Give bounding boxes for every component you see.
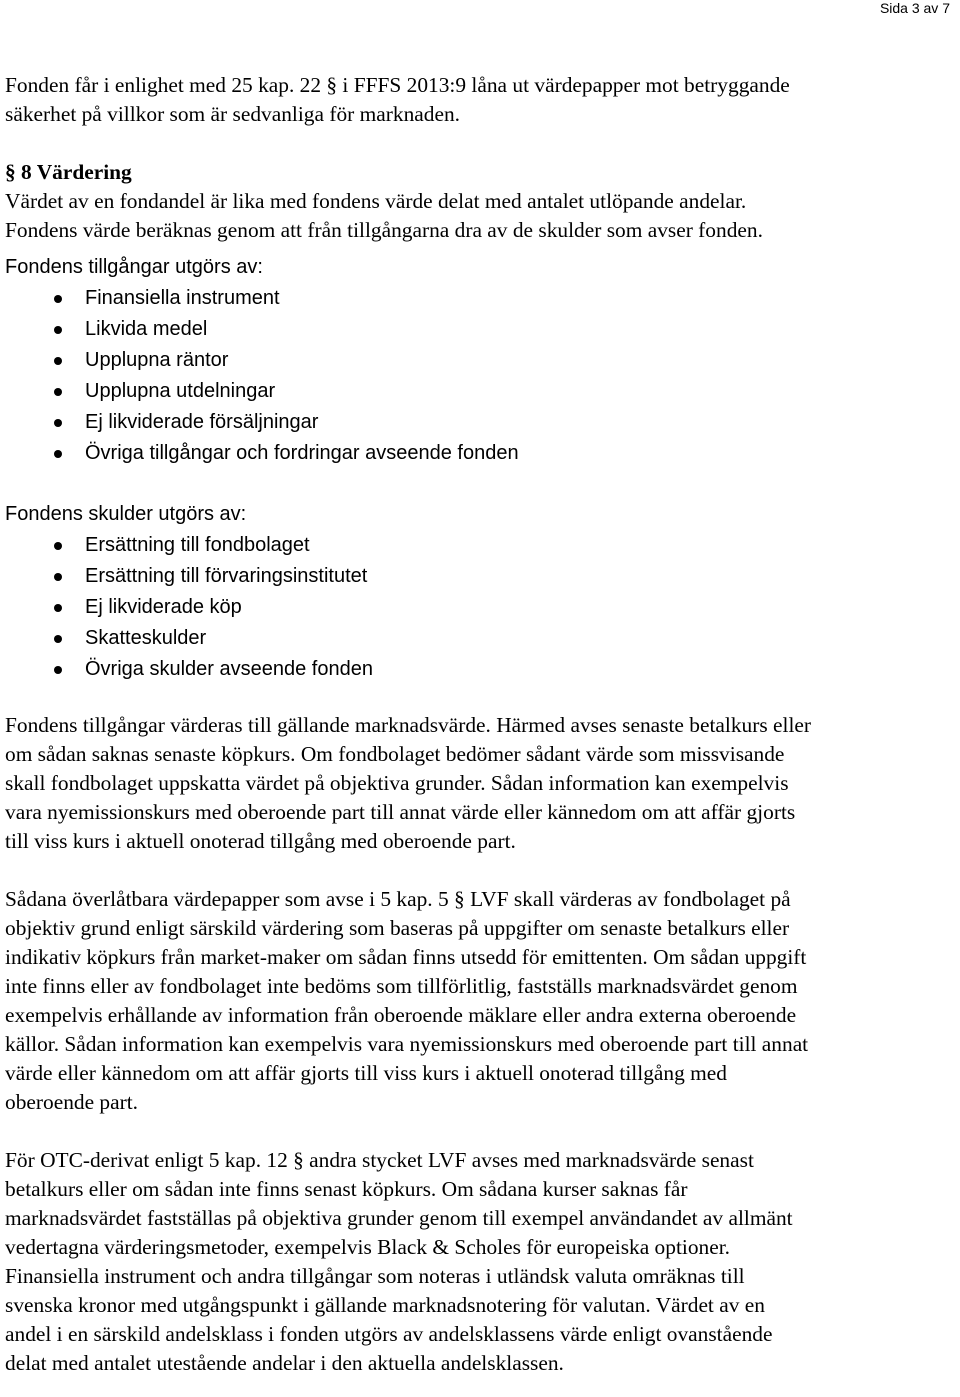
transferable-securities-paragraph: [5, 885, 950, 1117]
text-line: andel i en särskild andelsklass i fonden utgörs av andelsklassens värde enligt ovanstående: [5, 1322, 773, 1346]
liabilities-block: [5, 499, 950, 685]
text-line: exempelvis erhållande av information från oberoende mäklare eller andra externa oberoende: [5, 1003, 797, 1027]
text-line: Fonden får i enlighet med 25 kap. 22 § i FFFS 2013:9 låna ut värdepapper mot betryggande: [5, 73, 790, 97]
text-line: säkerhet på villkor som är sedvanliga för marknaden.: [5, 102, 460, 126]
text-line: Fondens värde beräknas genom att från tillgångarna dra av de skulder som avser fonden.: [5, 218, 763, 242]
text-line: skall fondbolaget uppskatta värdet på objektiva grunder. Sådan information kan exempelvis: [5, 771, 789, 795]
list-item: Upplupna räntor: [5, 345, 950, 376]
list-item: Ersättning till fondbolaget: [5, 530, 950, 561]
text-line: Finansiella instrument och andra tillgångar som noteras i utländsk valuta omräknas till: [5, 1264, 745, 1288]
list-item: Ej likviderade köp: [5, 592, 950, 623]
list-item: Övriga skulder avseende fonden: [5, 654, 950, 685]
text-line: Sådana överlåtbara värdepapper som avse i 5 kap. 5 § LVF skall värderas av fondbolaget på: [5, 887, 791, 911]
list-item: Övriga tillgångar och fordringar avseende fonden: [5, 438, 950, 469]
text-line: inte finns eller av fondbolaget inte bedöms som tillförlitlig, fastställs marknadsvärdet genom: [5, 974, 798, 998]
market-value-paragraph: [5, 711, 950, 856]
valuation-section: [5, 158, 950, 245]
assets-block: [5, 252, 950, 469]
otc-derivatives-paragraph: [5, 1146, 950, 1378]
text-line: betalkurs eller om sådan inte finns senast köpkurs. Om sådana kurser saknas får: [5, 1177, 688, 1201]
text-line: om sådan saknas senaste köpkurs. Om fondbolaget bedömer sådant värde som missvisande: [5, 742, 785, 766]
text-line: delat med antalet utestående andelar i den aktuella andelsklassen.: [5, 1351, 564, 1375]
text-line: oberoende part.: [5, 1090, 139, 1114]
list-item: Ersättning till förvaringsinstitutet: [5, 561, 950, 592]
text-line: För OTC-derivat enligt 5 kap. 12 § andra stycket LVF avses med marknadsvärde senast: [5, 1148, 754, 1172]
list-item: Upplupna utdelningar: [5, 376, 950, 407]
list-item: Likvida medel: [5, 314, 950, 345]
list-item: Ej likviderade försäljningar: [5, 407, 950, 438]
assets-list: [5, 283, 950, 469]
lending-paragraph: [5, 71, 950, 129]
text-line: värde eller kännedom om att affär gjorts till viss kurs i aktuell onoterad tillgång med: [5, 1061, 727, 1085]
text-line: marknadsvärdet fastställas på objektiva grunder genom till exempel användandet av allmänt: [5, 1206, 793, 1230]
text-line: svenska kronor med utgångspunkt i gällande marknadsnotering för valutan. Värdet av en: [5, 1293, 765, 1317]
text-line: till viss kurs i aktuell onoterad tillgång med oberoende part.: [5, 829, 516, 853]
page-number: Sida 3 av 7: [879, 0, 950, 16]
text-line: källor. Sådan information kan exempelvis vara nyemissionskurs med oberoende part till annat: [5, 1032, 809, 1056]
section-heading: § 8 Värdering: [5, 160, 132, 184]
text-line: objektiv grund enligt särskild värdering som baseras på uppgifter om senaste betalkurs eller: [5, 916, 790, 940]
text-line: Fondens tillgångar värderas till gällande marknadsvärde. Härmed avses senaste betalkurs eller: [5, 713, 812, 737]
assets-intro: Fondens tillgångar utgörs av:: [5, 256, 263, 278]
list-item: Finansiella instrument: [5, 283, 950, 314]
text-line: vedertagna värderingsmetoder, exempelvis Black & Scholes för europeiska optioner.: [5, 1235, 731, 1259]
text-line: vara nyemissionskurs med oberoende part till annat värde eller kännedom om att affär gjorts: [5, 800, 796, 824]
text-line: Värdet av en fondandel är lika med fondens värde delat med antalet utlöpande andelar.: [5, 189, 747, 213]
document-body: [5, 71, 950, 1378]
text-line: indikativ köpkurs från market-maker om sådan finns utsedd för emittenten. Om sådan uppgift: [5, 945, 807, 969]
liabilities-intro: Fondens skulder utgörs av:: [5, 503, 247, 525]
list-item: Skatteskulder: [5, 623, 950, 654]
liabilities-list: [5, 530, 950, 685]
